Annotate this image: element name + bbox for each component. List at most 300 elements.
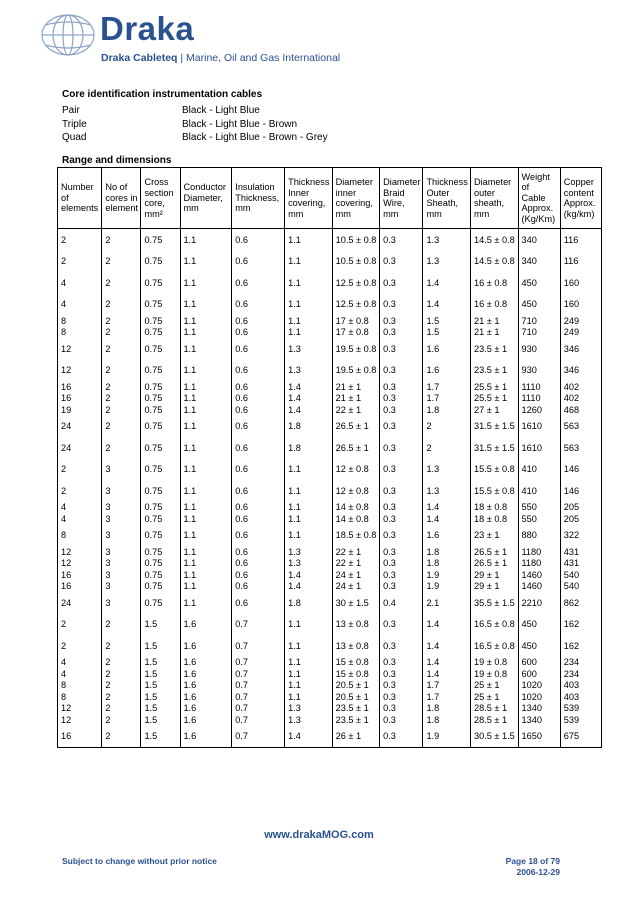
table-cell: 2 [58,635,102,657]
table-cell: 0.3 [380,251,423,273]
table-cell: 0.6 [232,272,285,294]
table-row [58,404,602,416]
column-header-line: element [105,203,139,214]
table-cell: 1.4 [423,502,471,514]
table-cell: 22 ± 1 [332,546,380,558]
table-cell: 340 [518,251,560,273]
table-cell: 1.5 [141,635,180,657]
table-cell: 2 [58,229,102,251]
column-header-line: mm [383,208,399,219]
table-cell: 1.7 [423,381,471,393]
company-name: Draka Cableteq [101,52,178,64]
table-cell: 4 [58,294,102,316]
table-cell: 8 [58,525,102,547]
table-row [58,393,602,405]
core-id-row [62,104,328,118]
table-cell: 0.3 [380,714,423,726]
column-header-line: Approx. [563,198,596,208]
table-cell: 19 ± 0.8 [470,657,518,669]
table-cell: 8 [58,315,102,327]
table-cell: 1.1 [180,592,232,614]
table-cell: 1.4 [423,272,471,294]
table-cell: 1.1 [285,635,333,657]
column-header-line: section [144,187,174,198]
table-cell: 28.5 ± 1 [470,703,518,715]
column-header-line: Thickness [288,177,330,187]
table-cell: 402 [560,381,601,393]
table-cell: 16.5 ± 0.8 [470,635,518,657]
column-header [470,168,518,229]
table-cell: 0.6 [232,592,285,614]
column-header [332,168,380,229]
column-header-line: of [521,182,530,193]
table-cell: 1.4 [285,569,333,581]
table-cell: 4 [58,502,102,514]
table-cell: 1.6 [180,691,232,703]
column-header-line: mm [473,208,490,219]
table-cell: 3 [102,480,141,502]
table-cell: 26 ± 1 [332,726,380,748]
table-cell: 1.1 [180,513,232,525]
table-cell: 1.4 [285,726,333,748]
table-cell: 13 ± 0.8 [332,614,380,636]
table-cell: 31.5 ± 1.5 [470,437,518,459]
table-cell: 1.1 [180,315,232,327]
table-cell: 26.5 ± 1 [470,558,518,570]
table-cell: 0.6 [232,381,285,393]
table-cell: 1.8 [285,416,333,438]
tagline-separator: | [180,52,187,64]
table-cell: 0.6 [232,558,285,570]
table-cell: 2 [102,614,141,636]
table-cell: 0.6 [232,251,285,273]
table-cell: 0.3 [380,502,423,514]
brand-tagline [101,52,340,64]
table-cell: 16 [58,581,102,593]
core-type: Triple [62,118,87,130]
table-cell: 1.5 [141,703,180,715]
table-cell: 1.1 [180,546,232,558]
column-header [180,168,232,229]
column-header-line: Number [61,182,94,193]
table-row [58,502,602,514]
table-cell: 1.1 [285,327,333,339]
table-row [58,714,602,726]
table-cell: 1.3 [285,546,333,558]
table-cell: 23.5 ± 1 [332,703,380,715]
column-header [141,168,180,229]
table-cell: 19.5 ± 0.8 [332,338,380,360]
footer-notice: Subject to change without prior notice [62,856,217,866]
page-number: Page 18 of 79 [505,856,560,866]
column-header [58,168,102,229]
table-row [58,726,602,748]
table-cell: 2 [102,668,141,680]
table-cell: 18 ± 0.8 [470,513,518,525]
table-cell: 29 ± 1 [470,569,518,581]
table-cell: 16 [58,381,102,393]
column-header-line: Diameter, [183,192,223,203]
table-cell: 16 [58,726,102,748]
table-cell: 1.8 [423,714,471,726]
table-cell: 15 ± 0.8 [332,657,380,669]
table-cell: 1.4 [423,657,471,669]
table-cell: 1.1 [180,569,232,581]
table-cell: 1.1 [180,251,232,273]
table-cell: 0.6 [232,338,285,360]
table-cell: 0.75 [141,480,180,502]
column-header-line: inner [335,187,357,198]
table-cell: 1.1 [285,251,333,273]
table-cell: 1340 [518,714,560,726]
table-cell: 1.3 [285,558,333,570]
table-cell: 0.3 [380,480,423,502]
table-cell: 19.5 ± 0.8 [332,360,380,382]
table-cell: 1.8 [423,558,471,570]
table-row [58,703,602,715]
table-cell: 1.1 [180,525,232,547]
table-cell: 0.3 [380,360,423,382]
table-cell: 16 [58,393,102,405]
table-cell: 3 [102,513,141,525]
table-cell: 14.5 ± 0.8 [470,251,518,273]
table-row [58,668,602,680]
table-cell: 0.7 [232,657,285,669]
column-header [232,168,285,229]
table-cell: 205 [560,513,601,525]
table-cell: 1.3 [423,459,471,481]
table-cell: 12 [58,546,102,558]
table-cell: 20.5 ± 1 [332,680,380,692]
table-cell: 1.1 [285,525,333,547]
table-cell: 24 [58,437,102,459]
table-cell: 1.5 [141,680,180,692]
table-cell: 403 [560,680,601,692]
table-cell: 1.1 [285,513,333,525]
table-cell: 3 [102,558,141,570]
table-row [58,525,602,547]
column-header-line: mm [426,208,442,219]
table-cell: 1.1 [285,294,333,316]
table-cell: 1.1 [180,229,232,251]
column-header [518,168,560,229]
table-cell: 1.1 [180,558,232,570]
core-colors: Black - Light Blue - Brown [182,118,298,130]
table-cell: 19 [58,404,102,416]
table-cell: 0.75 [141,416,180,438]
table-cell: 24 [58,416,102,438]
table-cell: 1.1 [180,437,232,459]
column-header-line: Diameter [473,177,512,187]
tagline-text: Marine, Oil and Gas International [186,52,341,64]
table-cell: 1.8 [423,703,471,715]
table-cell: 2 [102,272,141,294]
column-header-line: Cable [521,192,546,203]
table-cell: 1650 [518,726,560,748]
table-cell: 146 [560,480,601,502]
table-cell: 1.9 [423,726,471,748]
table-cell: 0.75 [141,272,180,294]
column-header-line: Inner [288,187,310,198]
table-cell: 0.75 [141,294,180,316]
table-cell: 0.3 [380,581,423,593]
table-cell: 346 [560,360,601,382]
table-cell: 550 [518,502,560,514]
table-cell: 0.6 [232,581,285,593]
table-cell: 26.5 ± 1 [470,546,518,558]
table-cell: 2 [102,714,141,726]
table-cell: 0.6 [232,513,285,525]
table-cell: 16.5 ± 0.8 [470,614,518,636]
table-cell: 1.1 [180,294,232,316]
table-cell: 0.75 [141,459,180,481]
table-cell: 0.3 [380,338,423,360]
table-cell: 402 [560,393,601,405]
table-cell: 8 [58,691,102,703]
table-cell: 1.5 [141,668,180,680]
column-header-line: Sheath, [426,198,459,208]
table-cell: 1.6 [180,657,232,669]
table-cell: 4 [58,272,102,294]
table-cell: 0.7 [232,726,285,748]
table-cell: 1.5 [141,726,180,748]
table-cell: 1.1 [285,272,333,294]
table-cell: 1.1 [285,680,333,692]
table-cell: 1.3 [423,229,471,251]
table-cell: 1610 [518,416,560,438]
table-cell: 2 [102,680,141,692]
table-cell: 2.1 [423,592,471,614]
table-cell: 1.1 [180,338,232,360]
table-cell: 12 [58,714,102,726]
table-cell: 0.75 [141,381,180,393]
table-cell: 25 ± 1 [470,691,518,703]
column-header-line: of [61,192,69,203]
table-cell: 0.6 [232,393,285,405]
table-cell: 0.6 [232,569,285,581]
table-cell: 0.7 [232,635,285,657]
footer-website-link[interactable]: www.drakaMOG.com [264,829,374,841]
table-cell: 24 [58,592,102,614]
table-cell: 0.3 [380,569,423,581]
table-cell: 0.75 [141,360,180,382]
table-cell: 2 [58,614,102,636]
table-cell: 1.1 [285,480,333,502]
table-row [58,437,602,459]
column-header-line: Thickness [426,177,468,187]
table-cell: 0.7 [232,614,285,636]
table-cell: 1.1 [285,315,333,327]
table-row [58,558,602,570]
table-row [58,592,602,614]
table-cell: 0.75 [141,513,180,525]
table-cell: 0.3 [380,229,423,251]
table-cell: 26.5 ± 1 [332,437,380,459]
column-header [285,168,333,229]
table-cell: 0.3 [380,459,423,481]
table-cell: 0.3 [380,327,423,339]
column-header-line: content [563,187,594,198]
table-cell: 8 [58,680,102,692]
column-header-line: Thickness, [235,192,280,203]
dimensions-title: Range and dimensions [62,155,172,166]
table-cell: 1.4 [423,635,471,657]
table-cell: 17 ± 0.8 [332,327,380,339]
table-cell: 12 ± 0.8 [332,459,380,481]
table-cell: 1020 [518,680,560,692]
column-header-line: cores in [105,192,138,203]
column-header-line: Braid [383,187,405,198]
table-cell: 1460 [518,569,560,581]
table-cell: 0.75 [141,327,180,339]
table-cell: 0.75 [141,393,180,405]
table-cell: 0.6 [232,327,285,339]
table-row [58,381,602,393]
table-cell: 0.3 [380,635,423,657]
table-cell: 160 [560,272,601,294]
table-cell: 0.3 [380,525,423,547]
table-cell: 15 ± 0.8 [332,668,380,680]
table-cell: 162 [560,614,601,636]
column-header-line: mm [288,208,304,219]
table-cell: 14 ± 0.8 [332,502,380,514]
table-cell: 21 ± 1 [470,327,518,339]
column-header-line: Insulation [235,182,275,193]
table-cell: 563 [560,437,601,459]
table-cell: 13 ± 0.8 [332,635,380,657]
table-cell: 1.1 [285,691,333,703]
column-header-line: mm² [144,208,163,219]
table-cell: 1460 [518,581,560,593]
table-cell: 0.75 [141,315,180,327]
table-cell: 1.6 [423,360,471,382]
dimensions-header-row [58,168,602,229]
table-cell: 1.1 [180,360,232,382]
core-colors: Black - Light Blue - Brown - Grey [182,132,328,144]
table-cell: 27 ± 1 [470,404,518,416]
brand-name: Draka [100,10,195,47]
core-type: Pair [62,105,80,117]
table-cell: 0.6 [232,360,285,382]
table-cell: 1.1 [180,381,232,393]
table-cell: 410 [518,480,560,502]
table-cell: 1.1 [180,327,232,339]
table-cell: 450 [518,294,560,316]
table-row [58,315,602,327]
table-cell: 0.6 [232,229,285,251]
table-cell: 16 ± 0.8 [470,294,518,316]
table-cell: 0.3 [380,437,423,459]
table-cell: 1.7 [423,691,471,703]
table-cell: 1.1 [180,581,232,593]
table-row [58,251,602,273]
table-cell: 2 [102,251,141,273]
table-cell: 12 ± 0.8 [332,480,380,502]
table-cell: 1.5 [423,315,471,327]
table-cell: 21 ± 1 [470,315,518,327]
table-cell: 3 [102,569,141,581]
table-cell: 1.5 [141,614,180,636]
table-cell: 0.7 [232,691,285,703]
table-cell: 1.1 [285,614,333,636]
table-cell: 1.6 [423,338,471,360]
document-date: 2006-12-29 [516,867,560,877]
table-cell: 1110 [518,393,560,405]
table-cell: 1.4 [285,381,333,393]
table-cell: 0.7 [232,668,285,680]
table-cell: 29 ± 1 [470,581,518,593]
table-cell: 205 [560,502,601,514]
column-header [423,168,471,229]
table-cell: 1.1 [180,393,232,405]
table-cell: 1.5 [423,327,471,339]
table-cell: 0.75 [141,437,180,459]
table-cell: 0.75 [141,525,180,547]
table-cell: 1.8 [285,592,333,614]
table-cell: 1020 [518,691,560,703]
core-id-table [62,104,328,145]
table-cell: 1.1 [285,459,333,481]
table-row [58,569,602,581]
table-cell: 1.3 [285,360,333,382]
table-cell: 1180 [518,558,560,570]
table-cell: 3 [102,459,141,481]
table-cell: 30.5 ± 1.5 [470,726,518,748]
column-header-line: Wire, [383,198,405,208]
table-cell: 23 ± 1 [470,525,518,547]
table-cell: 563 [560,416,601,438]
table-cell: 0.75 [141,546,180,558]
table-cell: 1.4 [423,614,471,636]
table-cell: 1.5 [141,714,180,726]
table-cell: 0.3 [380,404,423,416]
table-cell: 431 [560,546,601,558]
table-cell: 3 [102,502,141,514]
table-cell: 25 ± 1 [470,680,518,692]
table-cell: 3 [102,581,141,593]
table-cell: 2 [102,691,141,703]
table-cell: 550 [518,513,560,525]
table-cell: 1.1 [180,272,232,294]
table-row [58,581,602,593]
column-header [102,168,141,229]
table-cell: 0.3 [380,381,423,393]
table-cell: 12.5 ± 0.8 [332,272,380,294]
table-cell: 30 ± 1.5 [332,592,380,614]
column-header-line: sheath, [473,198,505,208]
table-row [58,272,602,294]
table-cell: 1.4 [423,294,471,316]
table-cell: 540 [560,569,601,581]
table-cell: 2 [423,416,471,438]
table-cell: 20.5 ± 1 [332,691,380,703]
column-header-line: mm [235,203,251,214]
table-cell: 600 [518,657,560,669]
table-cell: 2 [102,338,141,360]
table-cell: 1180 [518,546,560,558]
table-cell: 0.3 [380,691,423,703]
table-cell: 116 [560,251,601,273]
column-header-line: Copper [563,177,594,187]
table-cell: 0.3 [380,546,423,558]
table-cell: 1.7 [423,393,471,405]
table-row [58,480,602,502]
table-cell: 249 [560,315,601,327]
table-cell: 1.1 [180,416,232,438]
table-cell: 12 [58,360,102,382]
table-cell: 540 [560,581,601,593]
table-cell: 1.8 [285,437,333,459]
